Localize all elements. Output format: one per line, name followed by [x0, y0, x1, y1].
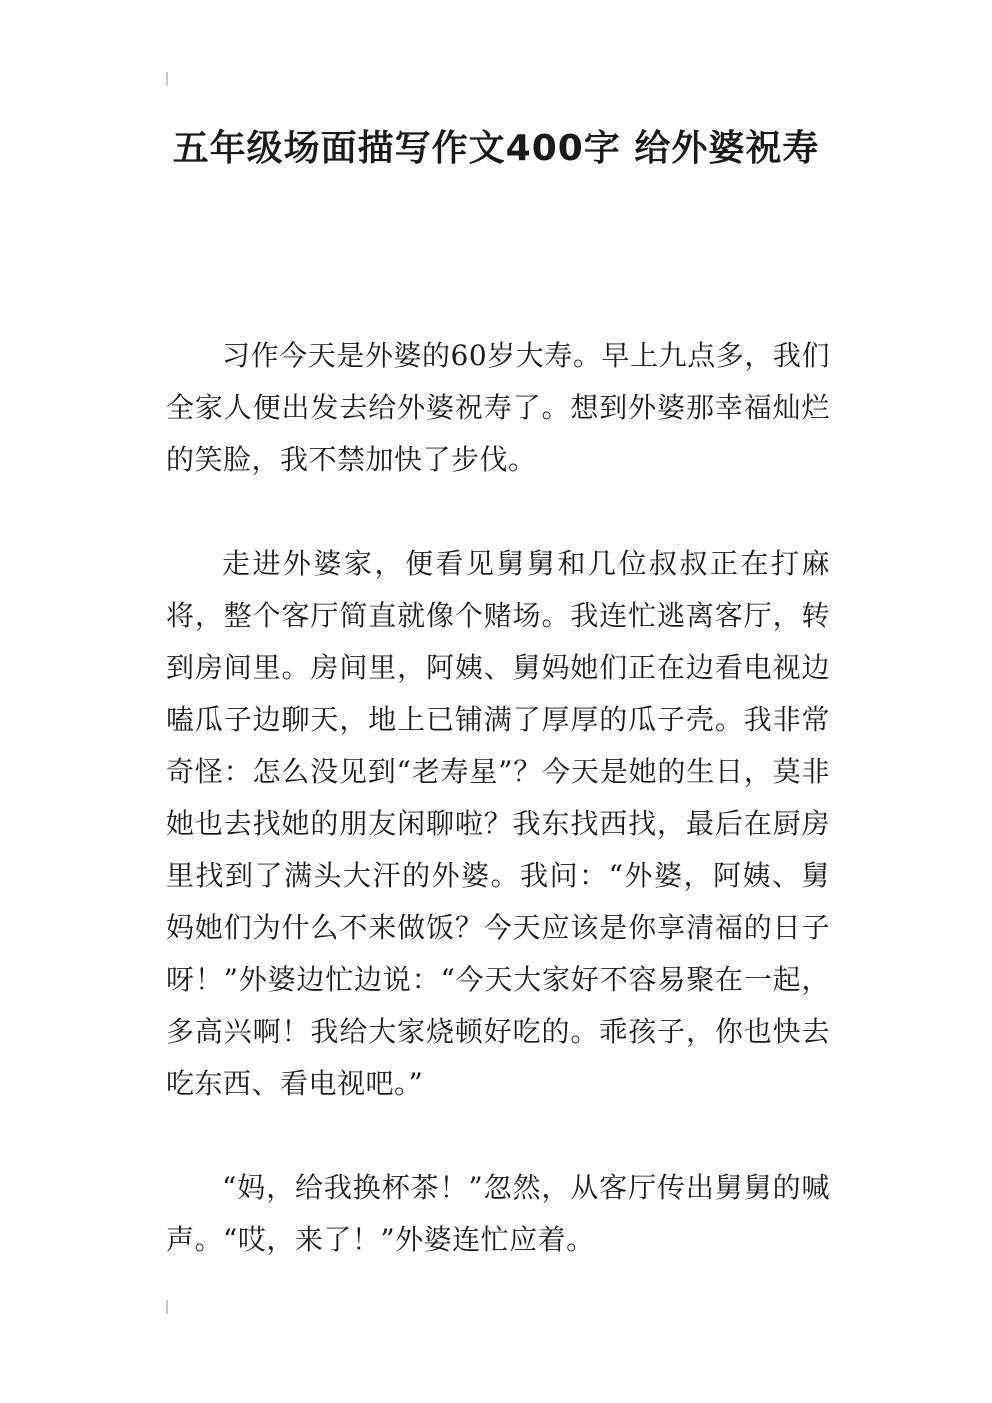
paragraph-2: 走进外婆家，便看见舅舅和几位叔叔正在打麻将，整个客厅简直就像个赌场。我连忙逃离客厅，转到房间里。房间里，阿姨、舅妈她们正在边看电视边嗑瓜子边聊天，地上已铺满了厚厚的瓜子壳。我非常奇怪：怎么没见到“老寿星”？今天是她的生日，莫非她也去找她的朋友闲聊啦？我东找西找，最后在厨房里找到了满头大汗的外婆。我问：“外婆，阿姨、舅妈她们为什么不来做饭？今天应该是你享清福的日子呀！”外婆边忙边说：“今天大家好不容易聚在一起，多高兴啊！我给大家烧顿好吃的。乖孩子，你也快去吃东西、看电视吧。”	[166, 547, 830, 1100]
paragraph-1: 习作今天是外婆的60岁大寿。早上九点多，我们全家人便出发去给外婆祝寿了。想到外婆那幸福灿烂的笑脸，我不禁加快了步伐。	[166, 339, 830, 476]
page-edge-mark-top	[166, 72, 168, 86]
document-body	[166, 330, 830, 1318]
document-title: 五年级场面描写作文400字 给外婆祝寿	[172, 128, 820, 169]
paragraph-3: “妈，给我换杯茶！”忽然，从客厅传出舅舅的喊声。“哎，来了！”外婆连忙应着。	[166, 1171, 830, 1256]
page-edge-mark-bottom	[166, 1300, 168, 1314]
